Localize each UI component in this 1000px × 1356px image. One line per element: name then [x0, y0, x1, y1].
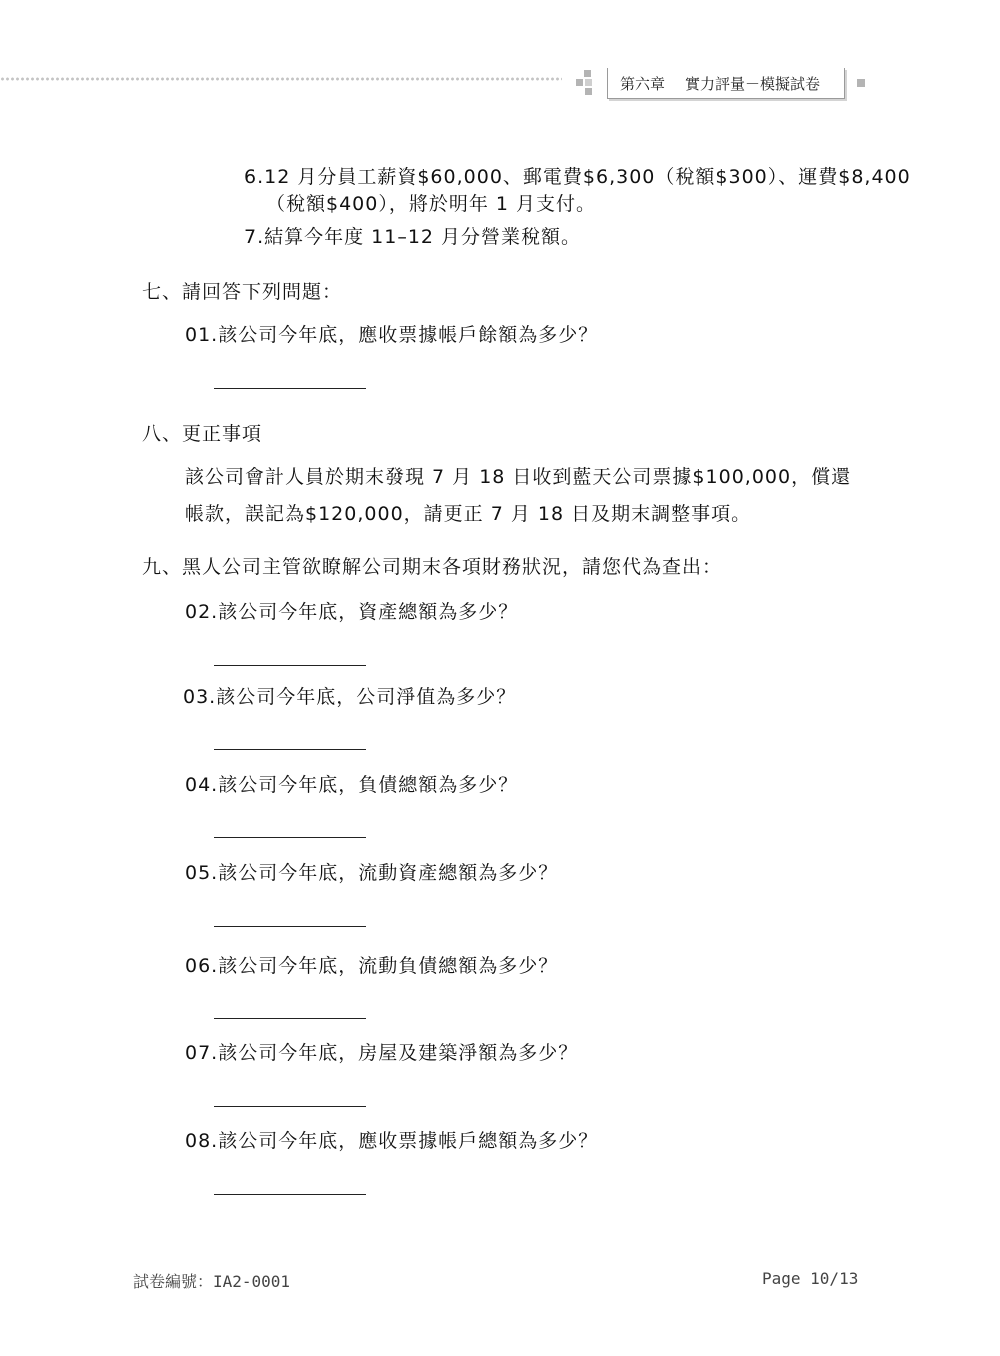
footer-page-number: Page 10/13 — [762, 1269, 859, 1288]
question-06: 06.該公司今年底，流動負債總額為多少？ — [185, 955, 559, 977]
answer-line-06 — [214, 1018, 366, 1019]
header-dotted-rule — [0, 77, 562, 81]
chapter-label: 第六章 — [620, 74, 666, 93]
chapter-title: 實力評量－模擬試卷 — [685, 74, 821, 93]
question-02: 02.該公司今年底，資產總額為多少？ — [185, 601, 519, 623]
item-6-line-2: （稅額$400），將於明年 1 月支付。 — [266, 193, 597, 215]
answer-line-04 — [214, 837, 366, 838]
section-8-paragraph-line-1: 該公司會計人員於期末發現 7 月 18 日收到藍天公司票據$100,000，償還 — [185, 466, 852, 488]
section-8-paragraph-line-2: 帳款，誤記為$120,000，請更正 7 月 18 日及期末調整事項。 — [185, 503, 752, 525]
item-7: 7.結算今年度 11–12 月分營業稅額。 — [244, 226, 582, 248]
answer-line-08 — [214, 1194, 366, 1195]
item-6-line-1: 6.12 月分員工薪資$60,000、郵電費$6,300（稅額$300）、運費$8,400 — [244, 166, 911, 188]
section-9-heading: 九、黑人公司主管欲瞭解公司期末各項財務狀況，請您代為查出： — [142, 556, 723, 578]
question-04: 04.該公司今年底，負債總額為多少？ — [185, 774, 519, 796]
question-01: 01.該公司今年底，應收票據帳戶餘額為多少？ — [185, 324, 599, 346]
question-05: 05.該公司今年底，流動資產總額為多少？ — [185, 862, 559, 884]
section-7-heading: 七、請回答下列問題： — [142, 281, 343, 303]
chapter-header — [607, 68, 845, 99]
question-07: 07.該公司今年底，房屋及建築淨額為多少？ — [185, 1042, 579, 1064]
answer-line-03 — [214, 749, 366, 750]
header-decoration-icon — [576, 70, 598, 96]
header-square-icon — [857, 79, 865, 87]
answer-line-05 — [214, 926, 366, 927]
answer-line-07 — [214, 1106, 366, 1107]
footer-exam-id: 試卷編號：IA2-0001 — [133, 1272, 291, 1291]
question-08: 08.該公司今年底，應收票據帳戶總額為多少？ — [185, 1130, 599, 1152]
section-8-heading: 八、更正事項 — [142, 423, 263, 445]
answer-line-01 — [214, 388, 366, 389]
answer-line-02 — [214, 665, 366, 666]
question-03: 03.該公司今年底，公司淨值為多少？ — [183, 686, 517, 708]
